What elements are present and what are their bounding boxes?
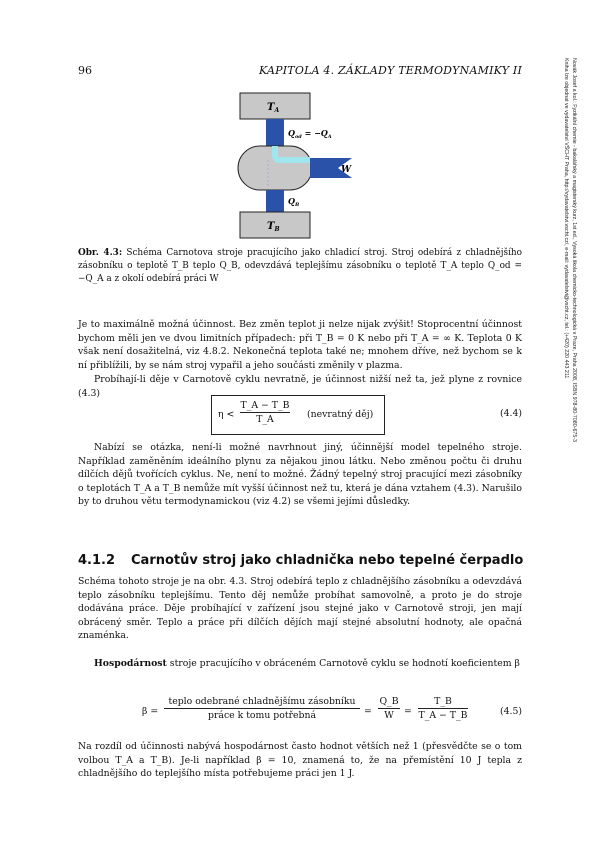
section-number: 4.1.2 [78,553,116,568]
eq44-lhs: η < [218,409,235,420]
eq45-fraction-3: T_B T_A − T_B [418,696,468,721]
paragraph-4: Schéma tohoto stroje je na obr. 4.3. Stroj odebírá teplo z chladnějšího zásobníku a odevzdává teplo zásobníku teplejšímu. Tento děj nemůže probíhat samovolně, a proto je do stroje dodávána práce. Děje probíhající v zařízení jsou stejné jako v Carnotově stroji, jen mají obrácený směr. Teplo a práce při dílčích dějích mají stejné absolutní hodnoty, ale opačná znaménka. [78,576,522,642]
eq45-number: (4.5) [499,706,522,717]
paragraph-6: Na rozdíl od účinnosti nabývá hospodárnost často hodnot větších než 1 (přesvědčte se o tom volbou T_A a T_B). Je-li například β = 10, znamená to, že na přemístění 10 J tepla z chladnějšího do teplejšího místa potřebujeme práci jen 1 J. [78,741,522,780]
eq44-fraction [240,400,290,425]
section-heading [78,553,523,568]
heat-out-arrow [266,119,284,147]
qod-label: $Q_{od} = -Q_A$ [288,128,332,140]
term-hospodarnost: Hospodárnost [94,658,167,669]
chapter-title: KAPITOLA 4. ZÁKLADY TERMODYNAMIKY II [259,64,522,77]
qb-label: $Q_B$ [288,196,300,208]
equation-4-4 [211,395,385,435]
side-note [555,58,595,618]
figure-caption [78,247,522,287]
section-title: Carnotův stroj jako chladnička nebo tepelné čerpadlo [131,553,524,568]
hot-reservoir-box [240,93,310,119]
cold-reservoir-box [240,212,310,238]
eq45-lhs: β = [142,706,159,717]
w-label: W [341,165,352,175]
paragraph-3: Nabízí se otázka, není-li možné navrhnout jiný, účinnější model tepelného stroje. Například zaměněním ideálního plynu za nějakou jinou látku. Nebo změnou počtu či druhu dílčích dějů tvořících cyklus. Ne, není to možné. Žádný tepelný stroj pracující mezi zásobníky o teplotách T_A a T_B nemůže mít vyšší účinnost než tu, která je dána vztahem (4.3). Narušilo by to druhou větu termodynamickou (viz 4.2) se všemi jejími důsledky. [78,442,522,508]
tb-label: $T_B$ [267,221,280,233]
eq44-number: (4.4) [499,408,522,419]
paragraph-2: Probíhají-li děje v Carnotově cyklu nevratně, je účinnost nižší než ta, jež plyne z rovnice (4.3) [78,374,522,399]
heat-in-arrow [266,190,284,212]
caption-label: Obr. 4.3: [78,248,123,258]
side-note-line-2: Kniha lze objednat ve vydavatelství VŠCHT Praha, http://vydavatelstvi.vscht.cz/, e-mail: vydavatelstvi@vscht.cz, tel.: (+420) 220 443 211 [563,58,569,379]
eq44-note: (nevratný děj) [307,409,374,420]
eq45-fraction-1: teplo odebrané chladnějšímu zásobníku práce k tomu potřebná [164,696,360,721]
carnot-refrigerator-diagram [220,88,360,248]
ta-label: $T_A$ [267,102,280,114]
page-number: 96 [78,64,92,77]
paragraph-5: Hospodárnost stroje pracujícího v obráceném Carnotově cyklu se hodnotí koeficientem β [94,658,520,669]
eq44-den: T_A [256,414,274,425]
eq44-num: T_A − T_B [240,400,290,411]
eq45-fraction-2: Q_B W [379,696,399,721]
caption-text: Schéma Carnotova stroje pracujícího jako chladicí stroj. Stroj odebírá z chladnějšího zásobníku o teplotě T_B teplo Q_B, odevzdává teplejšímu zásobníku o teplotě T_A teplo Q_od = −Q_A a z okolí odebírá práci W [78,248,522,285]
side-note-line-1: Novák Josef a kol.: Fyzikální chemie - bakalářský a magisterský kurz, 1st ed., Vysoká škola chemicko-technologická v Praze, Praha 2008, ISBN 978-80-7080-675-3 [571,58,577,443]
paragraph-1: Je to maximálně možná účinnost. Bez změn teplot ji nelze nijak zvýšit! Stoprocentní účinnost bychom měli jen ve dvou limitních případech: při T_B = 0 K nebo při T_A = ∞ K. Teplota 0 K však není dosažitelná, viz 4.8.2. Nekonečná teplota také ne; mnohem dříve, než bychom se k ní přiblížili, by se nám stroj vypařil a jeho součásti změnily v plazma. [78,319,522,371]
